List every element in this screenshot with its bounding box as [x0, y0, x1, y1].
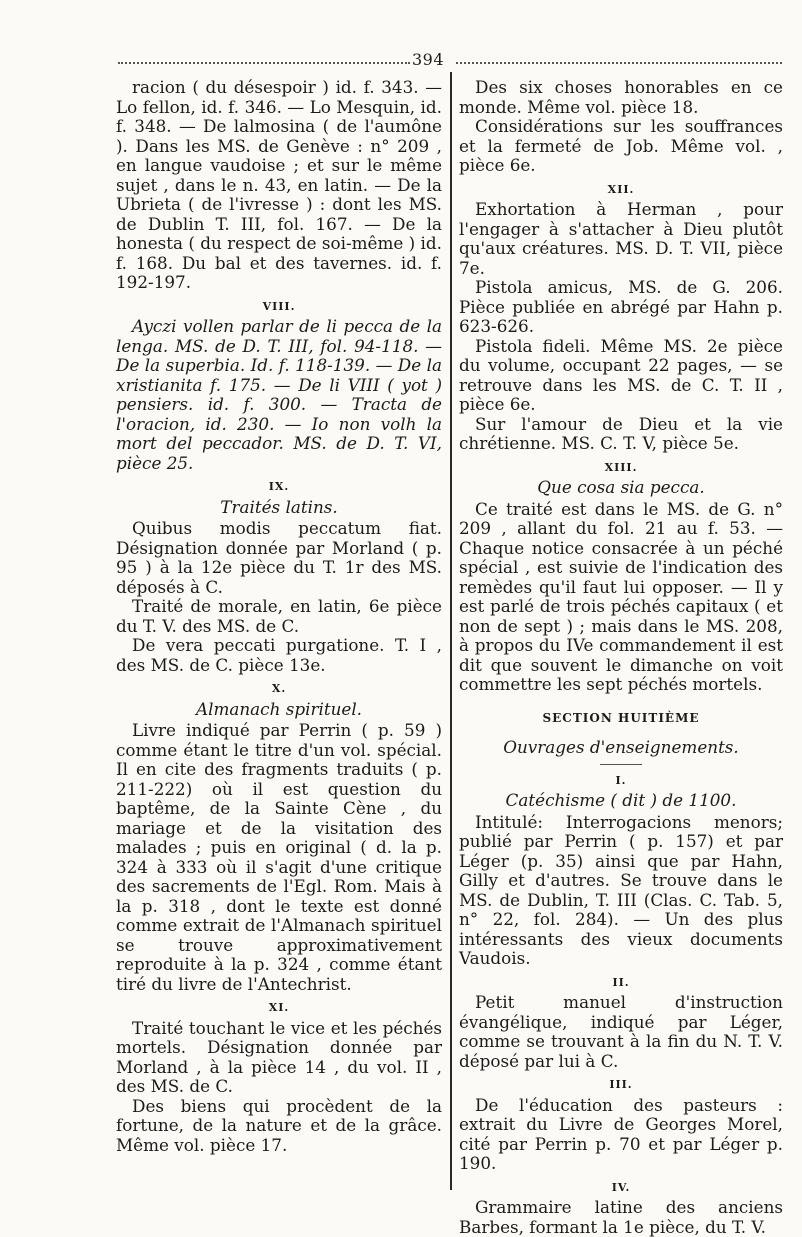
- header-dotted-rule-right: [456, 62, 782, 65]
- section-number: II.: [612, 975, 630, 989]
- paragraph: Intitulé: Interrogacions menors; publié par Perrin ( p. 157) et par Léger (p. 35) ainsi que par Hahn, Gilly et d'autres. Se trouve dans le MS. de Dublin, T. III (Clas. C. Tab. 5, n° 22, fol. 284). — Un des plus intéressants des vieux documents Vaudois.: [459, 811, 783, 968]
- section-number: XI.: [268, 1001, 290, 1014]
- section-subtitle: Ouvrages d'enseignements.: [503, 737, 739, 757]
- right-column: [459, 78, 783, 1237]
- paragraph: Grammaire latine des anciens Barbes, formant la 1e pièce, du T. V.: [459, 1197, 783, 1237]
- column-divider: [450, 72, 452, 1190]
- section-number: I.: [615, 773, 627, 787]
- paragraph: Considérations sur les souffrances et la fermeté de Job. Même vol. , pièce 6e.: [459, 116, 783, 175]
- paragraph: Ce traité est dans le MS. de G. n° 209 , allant du fol. 21 au f. 53. — Chaque notice consacrée à un péché spécial , est suivie de l'indication des remèdes qu'il faut lui opposer. — Il y est parlé de trois péchés capitaux ( et non de sept ) ; mais dans le MS. 208, à propos du IVe commandement il est dit que souvent le dimanche on voit commettre les sept péchés mortels.: [459, 498, 783, 694]
- section-number: III.: [609, 1078, 633, 1091]
- section-number: X.: [271, 682, 287, 695]
- paragraph: Traité touchant le vice et les péchés mortels. Désignation donnée par Morland , à la pièce 14 , du vol. II , des MS. de C.: [116, 1017, 442, 1096]
- heading-rule: [600, 764, 642, 765]
- paragraph: Quibus modis peccatum fiat. Désignation donnée par Morland ( p. 95 ) à la 12e pièce du T. 1r des MS. déposés à C.: [116, 518, 442, 597]
- left-column: [116, 78, 442, 1155]
- paragraph: racion ( du désespoir ) id. f. 343. — Lo fellon, id. f. 346. — Lo Mesquin, id. f. 348. — De lalmosina ( de l'aumône ). Dans les MS. de Genève : n° 209 , en langue vaudoise ; et sur le même sujet , dans le n. 43, en latin. — De la Ubrieta ( de l'ivresse ) : dont les MS. de Dublin T. III, fol. 167. — De la honesta ( du respect de soi-même ) id. f. 168. Du bal et des tavernes. id. f. 192-197.: [116, 77, 442, 292]
- paragraph: Ayczi vollen parlar de li pecca de la lenga. MS. de D. T. III, fol. 94-118. — De la superbia. Id. f. 118-139. — De la xristianita f. 175. — De li VIII ( yot ) pensiers. id. f. 300. — Tracta de l'oracion, id. 230. — Io non volh la mort del peccador. MS. de D. T. VI, pièce 25.: [116, 316, 442, 473]
- paragraph: Traité de morale, en latin, 6e pièce du T. V. des MS. de C.: [116, 596, 442, 636]
- section-title: Catéchisme ( dit ) de 1100.: [505, 790, 737, 810]
- paragraph: Exhortation à Herman , pour l'engager à s'attacher à Dieu plutôt qu'aux créatures. MS. D. T. VII, pièce 7e.: [459, 199, 783, 278]
- paragraph: Sur l'amour de Dieu et la vie chrétienne. MS. C. T. V, pièce 5e.: [459, 413, 783, 453]
- header-dotted-rule-left: [118, 62, 410, 65]
- section-title: Que cosa sia pecca.: [537, 477, 705, 497]
- section-number: IV.: [611, 1180, 631, 1194]
- section-number: XIII.: [604, 460, 638, 474]
- paragraph: Pistola fideli. Même MS. 2e pièce du volume, occupant 22 pages, — se retrouve dans les MS. de C. T. II , pièce 6e.: [459, 335, 783, 414]
- paragraph: Des six choses honorables en ce monde. Même vol. pièce 18.: [459, 77, 783, 117]
- section-number: XII.: [607, 182, 635, 196]
- paragraph: Des biens qui procèdent de la fortune, de la nature et de la grâce. Même vol. pièce 17.: [116, 1095, 442, 1155]
- section-heading: SECTION HUITIÈME: [542, 710, 700, 725]
- paragraph: De vera peccati purgatione. T. I , des MS. de C. pièce 13e.: [116, 635, 442, 675]
- section-number: IX.: [268, 480, 290, 493]
- section-title: Almanach spirituel.: [195, 698, 363, 719]
- section-title: Traités latins.: [220, 496, 338, 517]
- page-number: 394: [412, 50, 445, 69]
- paragraph: Livre indiqué par Perrin ( p. 59 ) comme étant le titre d'un vol. spécial. Il en cite des fragments traduits ( p. 211-222) où il est question du baptême, de la Sainte Cène , du mariage et de la visitation des malades ; puis en original ( d. la p. 324 à 333 où il s'agit d'une critique des sacrements de l'Egl. Rom. Mais à la p. 318 , dont le texte est donné comme extrait de l'Almanach spirituel se trouve approximativement reproduite à la p. 324 , comme étant tiré du livre de l'Antechrist.: [116, 720, 442, 994]
- paragraph: Petit manuel d'instruction évangélique, indiqué par Léger, comme se trouvant à la fin du N. T. V. déposé par lui à C.: [459, 992, 783, 1071]
- paragraph: De l'éducation des pasteurs : extrait du Livre de Georges Morel, cité par Perrin p. 70 et par Léger p. 190.: [459, 1094, 783, 1173]
- paragraph: Pistola amicus, MS. de G. 206. Pièce publiée en abrégé par Hahn p. 623-626.: [459, 277, 783, 336]
- section-number: VIII.: [262, 299, 296, 313]
